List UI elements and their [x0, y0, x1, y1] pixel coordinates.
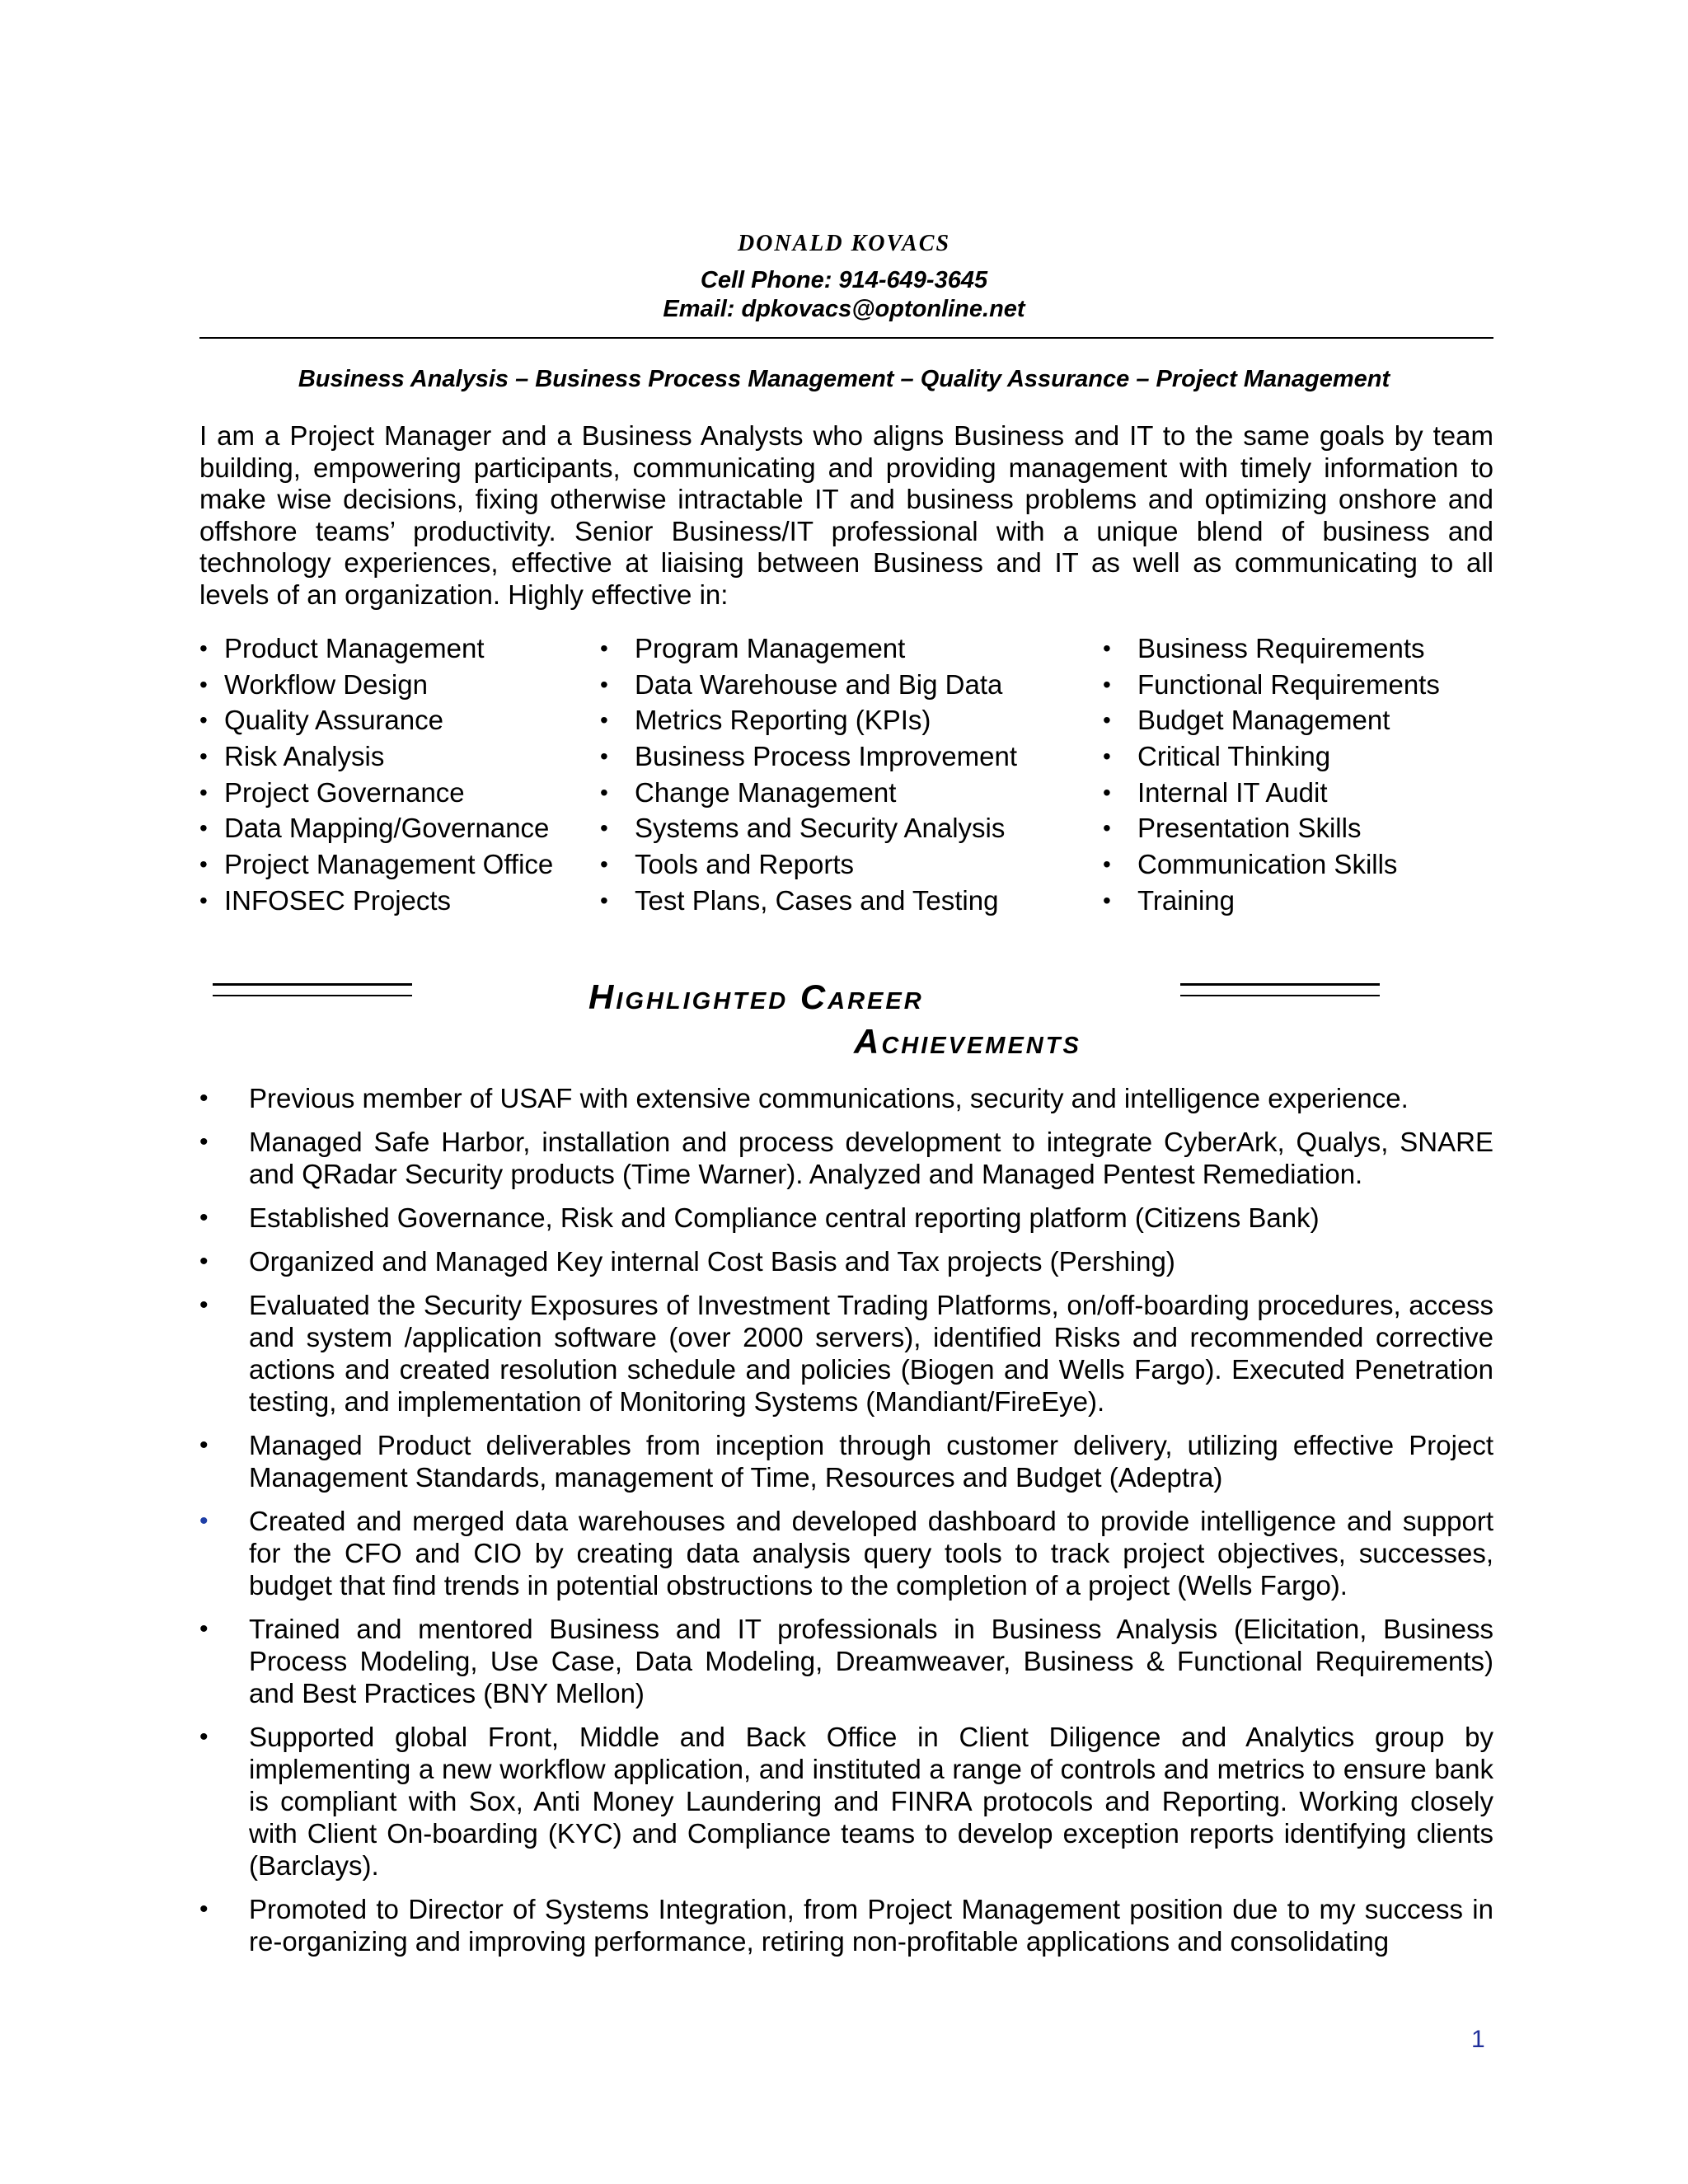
heading-decoration-left	[213, 983, 412, 1001]
achievement-item: • Evaluated the Security Exposures of Investment Trading Platforms, on/off-boarding procedures, access and system /application software (over 2000 servers), identified Risks and recommended corrective actions and created resolution schedule and policies (Biogen and Wells Fargo). Executed Penetration testing, and implementation of Monitoring Systems (Mandiant/FireEye).	[199, 1289, 1493, 1418]
section-heading-line-1: Highlighted Career	[588, 977, 924, 1016]
header-rule	[199, 337, 1493, 339]
section-heading-line-2: Achievements	[854, 1022, 1081, 1061]
skills-column-3	[1103, 630, 1440, 919]
achievement-item: • Promoted to Director of Systems Integration, from Project Management position due to my success in re-organizing and improving performance, retiring non-profitable applications and consolidating	[199, 1893, 1493, 1957]
achievement-item: • Established Governance, Risk and Compliance central reporting platform (Citizens Bank)	[199, 1202, 1493, 1234]
skill-item: • Program Management	[600, 630, 1017, 667]
skill-item: • Training	[1103, 883, 1440, 919]
skill-item: • Business Process Improvement	[600, 738, 1017, 775]
skill-item: • Product Management	[199, 630, 553, 667]
candidate-name: DONALD KOVACS	[737, 231, 951, 256]
skill-item: • Workflow Design	[199, 667, 553, 703]
skill-item: • Tools and Reports	[600, 846, 1017, 883]
skill-item: • Quality Assurance	[199, 702, 553, 738]
skill-item: • Functional Requirements	[1103, 667, 1440, 703]
skill-item: • INFOSEC Projects	[199, 883, 553, 919]
achievement-item: • Managed Product deliverables from inception through customer delivery, utilizing effective Project Management Standards, management of Time, Resources and Budget (Adeptra)	[199, 1429, 1493, 1493]
skill-item: • Communication Skills	[1103, 846, 1440, 883]
achievement-item: • Created and merged data warehouses and developed dashboard to provide intelligence and support for the CFO and CIO by creating data analysis query tools to track project objectives, successes, budget that find trends in potential obstructions to the completion of a project (Wells Fargo).	[199, 1505, 1493, 1601]
achievement-item: • Supported global Front, Middle and Back Office in Client Diligence and Analytics group by implementing a new workflow application, and instituted a range of controls and metrics to ensure bank is compliant with Sox, Anti Money Laundering and FINRA protocols and Reporting. Working closely with Client On-boarding (KYC) and Compliance teams to develop exception reports identifying clients (Barclays).	[199, 1721, 1493, 1882]
skill-item: • Change Management	[600, 775, 1017, 811]
skill-item: • Presentation Skills	[1103, 810, 1440, 846]
summary-paragraph: I am a Project Manager and a Business Analysts who aligns Business and IT to the same goals by team building, empowering participants, communicating and providing management with timely information to make wise decisions, fixing otherwise intractable IT and business problems and optimizing onshore and offshore teams’ productivity. Senior Business/IT professional with a unique blend of business and technology experiences, effective at liaising between Business and IT as well as communicating to all levels of an organization. Highly effective in:	[199, 420, 1493, 610]
cell-phone: Cell Phone: 914-649-3645	[700, 267, 988, 293]
skill-item: • Project Management Office	[199, 846, 553, 883]
achievement-item: • Previous member of USAF with extensive communications, security and intelligence experience.	[199, 1082, 1493, 1114]
skill-item: • Project Governance	[199, 775, 553, 811]
heading-decoration-right	[1180, 983, 1380, 1001]
skill-item: • Test Plans, Cases and Testing	[600, 883, 1017, 919]
achievements-list	[199, 1082, 1493, 1969]
tagline: Business Analysis – Business Process Management – Quality Assurance – Project Management	[298, 366, 1390, 392]
skill-item: • Data Mapping/Governance	[199, 810, 553, 846]
skill-item: • Internal IT Audit	[1103, 775, 1440, 811]
email: Email: dpkovacs@optonline.net	[663, 296, 1025, 322]
skill-item: • Risk Analysis	[199, 738, 553, 775]
page-number: 1	[1471, 2026, 1485, 2053]
skill-item: • Budget Management	[1103, 702, 1440, 738]
skills-column-1	[199, 630, 553, 919]
skill-item: • Systems and Security Analysis	[600, 810, 1017, 846]
achievement-item: • Organized and Managed Key internal Cost Basis and Tax projects (Pershing)	[199, 1245, 1493, 1277]
achievement-item: • Trained and mentored Business and IT professionals in Business Analysis (Elicitation, Business Process Modeling, Use Case, Data Modeling, Dreamweaver, Business & Functional Requirements) and Best Practices (BNY Mellon)	[199, 1613, 1493, 1709]
skill-item: • Business Requirements	[1103, 630, 1440, 667]
skill-item: • Critical Thinking	[1103, 738, 1440, 775]
skill-item: • Metrics Reporting (KPIs)	[600, 702, 1017, 738]
achievement-item: • Managed Safe Harbor, installation and process development to integrate CyberArk, Qualys, SNARE and QRadar Security products (Time Warner). Analyzed and Managed Pentest Remediation.	[199, 1126, 1493, 1190]
skill-item: • Data Warehouse and Big Data	[600, 667, 1017, 703]
skills-column-2	[600, 630, 1017, 919]
